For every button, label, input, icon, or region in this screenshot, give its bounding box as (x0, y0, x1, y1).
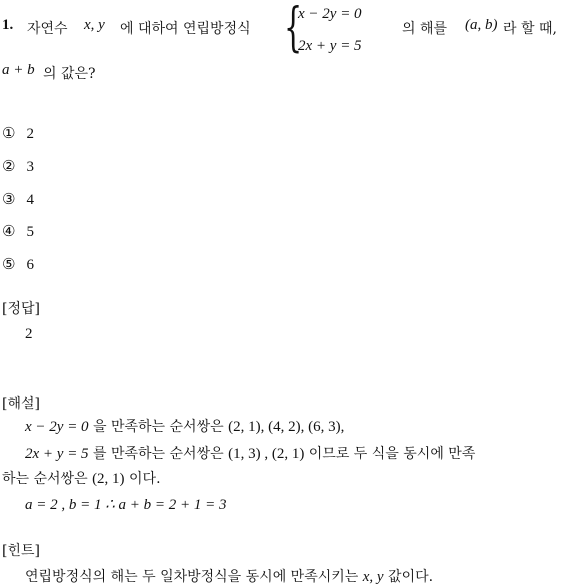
choice-3[interactable] (2, 190, 34, 209)
question-stem-4: 라 할 때, (503, 21, 557, 37)
question-number: 1. (2, 17, 14, 33)
system-equation-2: 2x + y = 5 (298, 38, 362, 54)
solution-line-2 (25, 443, 475, 463)
choice-mark: ② (2, 157, 16, 175)
solution-line-3 (2, 468, 161, 488)
solution-heading: [해설] (2, 396, 40, 412)
solution-eq-1: x − 2y = 0 (25, 419, 89, 435)
system-brace: { (284, 0, 303, 58)
question-vars: x, y (84, 17, 105, 33)
question-stem-2: 에 대하여 연립방정식 (120, 21, 251, 37)
choice-mark: ③ (2, 190, 16, 208)
solution-pairs-1: (2, 1), (4, 2), (6, 3), (228, 419, 345, 435)
choice-5[interactable] (2, 255, 34, 274)
solution-tail-3: 이다. (129, 471, 161, 487)
answer-heading: [정답] (2, 301, 40, 317)
choice-1[interactable] (2, 124, 34, 143)
question-pair: (a, b) (465, 17, 498, 33)
hint-heading: [힌트] (2, 543, 40, 559)
hint-line (25, 566, 433, 586)
hint-tail: 값이다. (388, 569, 434, 585)
choice-value: 6 (26, 257, 34, 273)
solution-text-2: 를 만족하는 순서쌍은 (93, 446, 224, 462)
choice-2[interactable] (2, 157, 34, 176)
choice-value: 2 (26, 126, 34, 142)
question-stem-3: 의 해를 (402, 21, 448, 37)
solution-pair-3: (2, 1) (92, 471, 125, 487)
solution-line-4: a = 2 , b = 1 ∴ a + b = 2 + 1 = 3 (25, 497, 227, 513)
system-equation-1: x − 2y = 0 (298, 6, 362, 22)
solution-tail-2: 이므로 두 식을 동시에 만족 (308, 446, 476, 462)
choice-4[interactable] (2, 222, 34, 241)
choice-mark: ④ (2, 222, 16, 240)
solution-line-1 (25, 416, 344, 436)
hint-text: 연립방정식의 해는 두 일차방정식을 동시에 만족시키는 (25, 569, 359, 585)
solution-text-3: 하는 순서쌍은 (2, 471, 88, 487)
hint-vars: x, y (362, 569, 384, 585)
answer-value: 2 (25, 326, 33, 342)
choice-value: 5 (26, 224, 34, 240)
question-expr: a + b (2, 62, 35, 78)
solution-text-1: 을 만족하는 순서쌍은 (93, 419, 224, 435)
choice-value: 3 (26, 159, 34, 175)
question-stem-5: 의 값은? (43, 66, 96, 82)
solution-pairs-2: (1, 3) , (2, 1) (228, 446, 305, 462)
choice-mark: ① (2, 124, 16, 142)
choice-value: 4 (26, 192, 34, 208)
choice-mark: ⑤ (2, 255, 16, 273)
solution-eq-2: 2x + y = 5 (25, 446, 89, 462)
question-stem-1: 자연수 (27, 21, 68, 37)
